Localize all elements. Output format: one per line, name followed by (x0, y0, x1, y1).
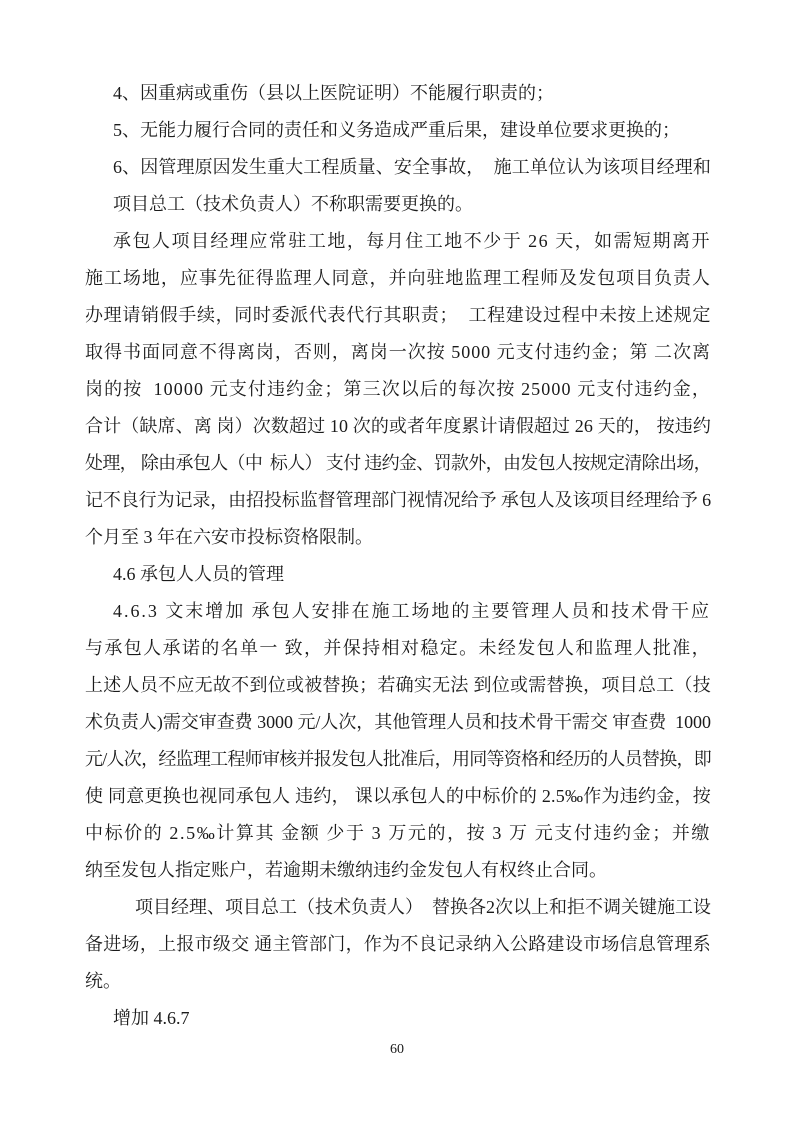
text-line: 岗的按 10000 元支付违约金；第三次以后的每次按 25000 元支付违约金， (85, 379, 711, 399)
text-line: 元/人次，经监理工程师审核并报发包人批准后，用同等资格和经历的人员替换，即 (85, 749, 711, 769)
text-line: 办理请销假手续，同时委派代表代行其职责； 工程建设过程中未按上述规定 (85, 305, 711, 325)
text-line: 取得书面同意不得离岗，否则，离岗一次按 5000 元支付违约金；第 二次离 (85, 342, 711, 362)
text-line: 承包人项目经理应常驻工地，每月住工地不少于 26 天，如需短期离开 (113, 231, 711, 251)
text-line: 个月至 3 年在六安市投标资格限制。 (85, 527, 373, 547)
document-body (85, 75, 711, 1037)
text-line: 合计（缺席、离 岗）次数超过 10 次的或者年度累计请假超过 26 天的， 按违约 (85, 416, 711, 436)
text-line: 术负责人)需交审查费 3000 元/人次，其他管理人员和技术骨干需交 审查费 1000 (85, 712, 711, 732)
text-line: 增加 4.6.7 (113, 1008, 190, 1028)
text-line: 中标价的 2.5‰计算其 金额 少于 3 万元的，按 3 万 元支付违约金；并缴 (85, 823, 711, 843)
text-line: 纳至发包人指定账户，若逾期未缴纳违约金发包人有权终止合同。 (85, 860, 607, 880)
text-line: 5、无能力履行合同的责任和义务造成严重后果，建设单位要求更换的； (113, 120, 680, 140)
text-line: 使 同意更换也视同承包人 违约， 课以承包人的中标价的 2.5‰作为违约金，按 (85, 786, 711, 806)
text-line: 统。 (85, 971, 121, 991)
text-line: 4.6.3 文末增加 承包人安排在施工场地的主要管理人员和技术骨干应 (113, 601, 711, 621)
text-line: 记不良行为记录，由招投标监督管理部门视情况给予 承包人及该项目经理给予 6 (85, 490, 711, 510)
text-line: 与承包人承诺的名单一 致，并保持相对稳定。未经发包人和监理人批准， (85, 638, 711, 658)
page-number: 60 (390, 1042, 404, 1057)
text-line: 4、因重病或重伤（县以上医院证明）不能履行职责的； (113, 83, 554, 103)
text-line: 项目总工（技术负责人）不称职需要更换的。 (113, 194, 473, 214)
text-line: 项目经理、项目总工（技术负责人） 替换各2次以上和拒不调关键施工设 (135, 897, 711, 917)
text-line: 施工场地，应事先征得监理人同意，并向驻地监理工程师及发包项目负责人 (85, 268, 711, 288)
text-line: 处理， 除由承包人（中 标人） 支付 违约金、罚款外，由发包人按规定清除出场， (85, 453, 711, 473)
text-line: 6、因管理原因发生重大工程质量、安全事故， 施工单位认为该项目经理和 (113, 157, 711, 177)
text-line: 备进场，上报市级交 通主管部门，作为不良记录纳入公路建设市场信息管理系 (85, 934, 711, 954)
text-line: 上述人员不应无故不到位或被替换；若确实无法 到位或需替换，项目总工（技 (85, 675, 711, 695)
section-heading: 4.6 承包人人员的管理 (113, 564, 284, 584)
